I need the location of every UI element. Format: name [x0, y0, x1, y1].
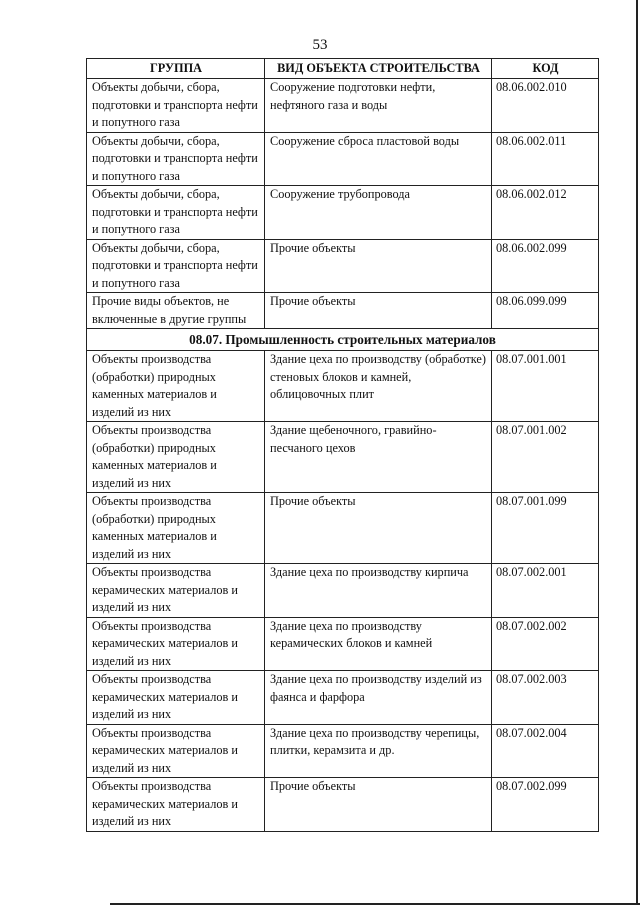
cell-group: Объекты производства керамических материалов и изделий из них — [87, 671, 265, 725]
cell-group: Объекты производства (обработки) природных каменных материалов и изделий из них — [87, 493, 265, 564]
table-row — [87, 293, 599, 329]
cell-object-type: Прочие объекты — [265, 493, 492, 564]
cell-group: Объекты производства керамических материалов и изделий из них — [87, 564, 265, 618]
cell-group: Объекты добычи, сбора, подготовки и транспорта нефти и попутного газа — [87, 186, 265, 240]
cell-object-type: Здание цеха по производству (обработке) стеновых блоков и камней, облицовочных плит — [265, 351, 492, 422]
cell-code: 08.07.002.003 — [492, 671, 599, 725]
cell-object-type: Здание щебеночного, гравийно-песчаного цехов — [265, 422, 492, 493]
table-row — [87, 132, 599, 186]
cell-code: 08.06.099.099 — [492, 293, 599, 329]
cell-group: Объекты производства (обработки) природных каменных материалов и изделий из них — [87, 422, 265, 493]
cell-code: 08.07.002.002 — [492, 617, 599, 671]
table-row — [87, 186, 599, 240]
cell-group: Объекты добычи, сбора, подготовки и транспорта нефти и попутного газа — [87, 132, 265, 186]
scan-edge-line-right — [636, 0, 638, 905]
cell-group: Объекты добычи, сбора, подготовки и транспорта нефти и попутного газа — [87, 79, 265, 133]
cell-group: Объекты добычи, сбора, подготовки и транспорта нефти и попутного газа — [87, 239, 265, 293]
cell-group: Объекты производства (обработки) природных каменных материалов и изделий из них — [87, 351, 265, 422]
table-row — [87, 617, 599, 671]
cell-code: 08.07.001.001 — [492, 351, 599, 422]
table-row — [87, 239, 599, 293]
cell-object-type: Прочие объекты — [265, 778, 492, 832]
cell-group: Объекты производства керамических материалов и изделий из них — [87, 778, 265, 832]
table-row — [87, 493, 599, 564]
table-row — [87, 671, 599, 725]
cell-object-type: Сооружение сброса пластовой воды — [265, 132, 492, 186]
cell-code: 08.07.001.002 — [492, 422, 599, 493]
cell-object-type: Здание цеха по производству черепицы, плитки, керамзита и др. — [265, 724, 492, 778]
table-header-row — [87, 59, 599, 79]
cell-code: 08.07.001.099 — [492, 493, 599, 564]
cell-code: 08.06.002.010 — [492, 79, 599, 133]
table-row — [87, 351, 599, 422]
classification-table — [86, 58, 599, 832]
table-row — [87, 422, 599, 493]
cell-code: 08.06.002.011 — [492, 132, 599, 186]
cell-object-type: Сооружение подготовки нефти, нефтяного газа и воды — [265, 79, 492, 133]
header-object-type: ВИД ОБЪЕКТА СТРОИТЕЛЬСТВА — [265, 59, 492, 79]
table-row — [87, 79, 599, 133]
cell-object-type: Здание цеха по производству кирпича — [265, 564, 492, 618]
cell-group: Объекты производства керамических материалов и изделий из них — [87, 617, 265, 671]
cell-group: Объекты производства керамических материалов и изделий из них — [87, 724, 265, 778]
header-code: КОД — [492, 59, 599, 79]
cell-object-type: Здание цеха по производству изделий из фаянса и фарфора — [265, 671, 492, 725]
page-number: 53 — [312, 37, 328, 53]
table-row — [87, 724, 599, 778]
table-row — [87, 778, 599, 832]
section-heading-row — [87, 329, 599, 351]
section-title: 08.07. Промышленность строительных материалов — [87, 329, 599, 351]
cell-object-type: Прочие объекты — [265, 239, 492, 293]
cell-object-type: Здание цеха по производству керамических блоков и камней — [265, 617, 492, 671]
cell-object-type: Сооружение трубопровода — [265, 186, 492, 240]
cell-code: 08.06.002.012 — [492, 186, 599, 240]
cell-code: 08.07.002.099 — [492, 778, 599, 832]
header-group: ГРУППА — [87, 59, 265, 79]
table-row — [87, 564, 599, 618]
cell-code: 08.07.002.001 — [492, 564, 599, 618]
cell-code: 08.06.002.099 — [492, 239, 599, 293]
cell-group: Прочие виды объектов, не включенные в другие группы — [87, 293, 265, 329]
cell-object-type: Прочие объекты — [265, 293, 492, 329]
cell-code: 08.07.002.004 — [492, 724, 599, 778]
